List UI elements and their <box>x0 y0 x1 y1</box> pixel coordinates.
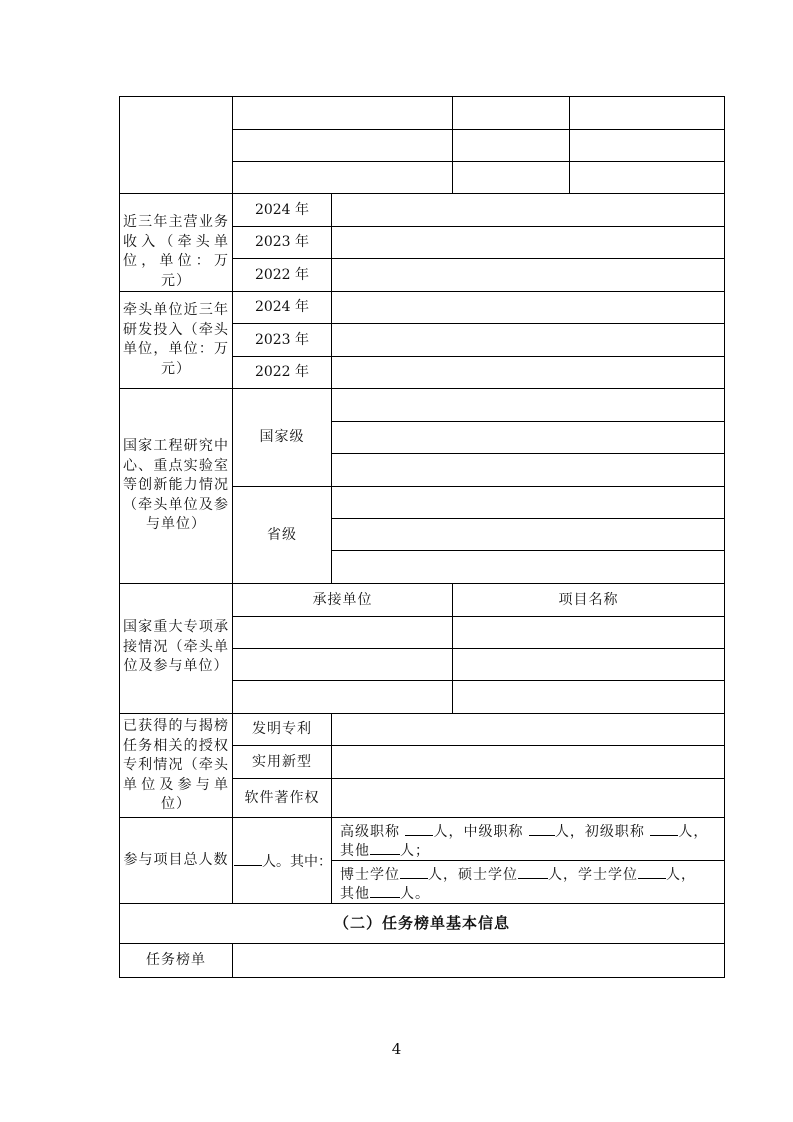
other-degree-label: 其他 <box>340 886 370 902</box>
section2-title: （二）任务榜单基本信息 <box>333 914 510 932</box>
staff-unit-text: 人。其中： <box>262 854 332 870</box>
rnd-label: 牵头单位近三年研发投入（牵头单位，单位：万元） <box>123 302 229 377</box>
patent-software: 软件著作权 <box>244 789 320 806</box>
page-number: 4 <box>391 1040 402 1058</box>
rule <box>120 713 724 714</box>
revenue-label: 近三年主营业务收入（牵头单位，单位：万元） <box>123 214 229 289</box>
rule <box>233 680 724 681</box>
staff-titles-line2 <box>340 840 430 861</box>
rule <box>120 977 724 978</box>
other-degree-person: 人。 <box>400 886 430 902</box>
mid-title-label: ，中级职称 <box>448 824 524 840</box>
rnd-year-2023: 2023 年 <box>254 331 310 348</box>
patent-utility: 实用新型 <box>252 753 312 770</box>
rule <box>569 96 570 193</box>
other-title-person: 人； <box>400 843 430 859</box>
staff-total-blank[interactable] <box>234 851 262 866</box>
bachelor-person-text: 人， <box>666 867 696 883</box>
rule <box>331 550 724 551</box>
rule <box>120 96 724 97</box>
revenue-year-2024: 2024 年 <box>254 201 310 218</box>
rule <box>120 291 724 292</box>
junior-title-label: ，初级职称 <box>569 824 645 840</box>
other-title-label: 其他 <box>340 843 370 859</box>
junior-person-text: 人， <box>678 824 709 840</box>
rule <box>331 421 724 422</box>
phd-label: 博士学位 <box>340 867 400 883</box>
major-project-col-name: 项目名称 <box>558 591 619 608</box>
staff-titles-line <box>340 821 708 842</box>
rule <box>232 943 233 978</box>
rule <box>120 193 724 194</box>
rnd-year-2022: 2022 年 <box>254 364 310 380</box>
task-list-label: 任务榜单 <box>146 952 206 968</box>
rnd-year-2024: 2024 年 <box>254 299 310 315</box>
senior-title-blank[interactable] <box>405 821 433 836</box>
rule <box>233 616 724 617</box>
rule <box>331 193 332 583</box>
other-degree-blank[interactable] <box>370 883 400 898</box>
rule <box>233 648 724 649</box>
master-person-text: 人 <box>548 867 563 883</box>
rule <box>233 129 724 130</box>
mid-person-text: 人 <box>554 824 570 840</box>
master-blank[interactable] <box>518 864 548 879</box>
phd-person-text: 人 <box>428 867 443 883</box>
revenue-year-2022: 2022 年 <box>254 266 310 283</box>
rule <box>452 96 453 193</box>
platform-national: 国家级 <box>259 429 305 445</box>
senior-person-text: 人 <box>433 824 449 840</box>
other-title-blank[interactable] <box>370 840 400 855</box>
rule <box>233 161 724 162</box>
patent-invention: 发明专利 <box>252 721 312 737</box>
mid-title-blank[interactable] <box>529 821 555 836</box>
platform-label: 国家工程研究中心、重点实验室等创新能力情况（牵头单位及参与单位） <box>123 438 229 532</box>
staff-degrees-line <box>340 864 696 885</box>
rule <box>331 518 724 519</box>
phd-blank[interactable] <box>400 864 428 879</box>
revenue-year-2023: 2023 年 <box>254 234 310 250</box>
platform-provincial: 省级 <box>267 526 297 543</box>
rule <box>724 96 725 978</box>
staff-label: 参与项目总人数 <box>123 852 229 868</box>
bachelor-blank[interactable] <box>638 864 666 879</box>
rule <box>331 713 332 903</box>
major-project-col-unit: 承接单位 <box>312 591 373 608</box>
staff-degrees-line2 <box>340 883 430 904</box>
senior-title-label: 高级职称 <box>340 824 400 840</box>
staff-total <box>234 851 332 872</box>
bachelor-label: ，学士学位 <box>563 867 638 883</box>
rule <box>331 453 724 454</box>
rule <box>120 388 724 389</box>
patents-label: 已获得的与揭榜任务相关的授权专利情况（牵头单位及参与单位） <box>123 718 229 812</box>
major-project-label: 国家重大专项承接情况（牵头单位及参与单位） <box>123 619 229 674</box>
master-label: ，硕士学位 <box>443 867 518 883</box>
junior-title-blank[interactable] <box>650 821 678 836</box>
